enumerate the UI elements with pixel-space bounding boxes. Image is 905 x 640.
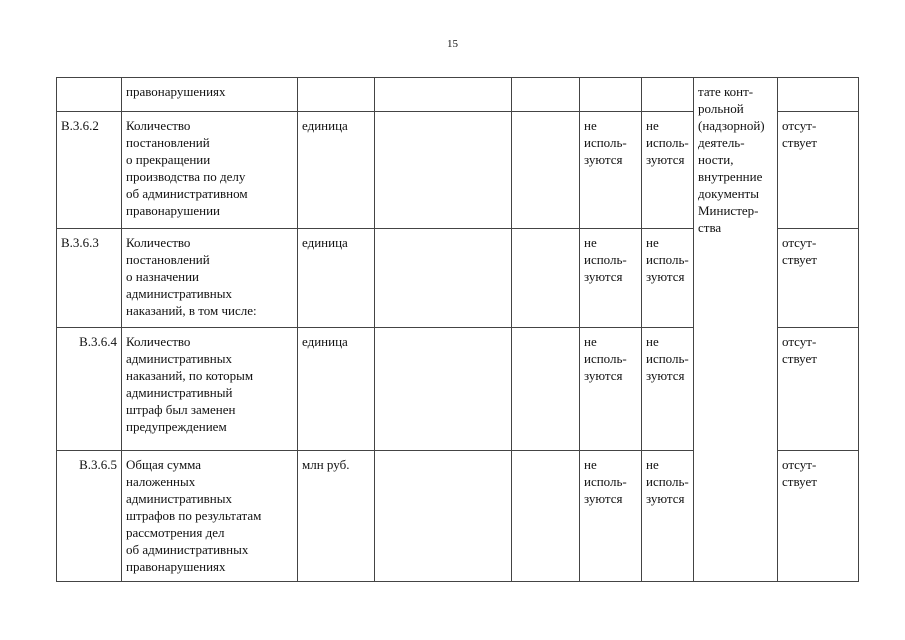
cell-col7: не исполь- зуются <box>642 451 694 582</box>
cell-col6: не исполь- зуются <box>580 328 642 451</box>
cell-col6 <box>580 78 642 112</box>
indicator-table <box>56 77 859 582</box>
cell-unit: млн руб. <box>298 451 375 582</box>
cell-col4 <box>375 328 512 451</box>
cell-col4 <box>375 112 512 229</box>
cell-code: В.3.6.2 <box>57 112 122 229</box>
cell-unit: единица <box>298 229 375 328</box>
cell-col7 <box>642 78 694 112</box>
cell-col6: не исполь- зуются <box>580 229 642 328</box>
cell-col5 <box>512 229 580 328</box>
cell-col5 <box>512 328 580 451</box>
cell-status <box>778 78 859 112</box>
cell-col4 <box>375 451 512 582</box>
cell-name: правонарушениях <box>122 78 298 112</box>
cell-status: отсут- ствует <box>778 328 859 451</box>
cell-col5 <box>512 78 580 112</box>
cell-col5 <box>512 451 580 582</box>
cell-name: Количество постановлений о прекращении производства по делу об административном правонарушении <box>122 112 298 229</box>
cell-code <box>57 78 122 112</box>
cell-status: отсут- ствует <box>778 229 859 328</box>
cell-status: отсут- ствует <box>778 112 859 229</box>
cell-col6: не исполь- зуются <box>580 112 642 229</box>
cell-code: В.3.6.3 <box>57 229 122 328</box>
cell-name: Общая сумма наложенных административных штрафов по результатам рассмотрения дел об административных правонарушениях <box>122 451 298 582</box>
cell-col4 <box>375 78 512 112</box>
cell-col5 <box>512 112 580 229</box>
cell-col6: не исполь- зуются <box>580 451 642 582</box>
cell-name: Количество постановлений о назначении административных наказаний, в том числе: <box>122 229 298 328</box>
cell-col4 <box>375 229 512 328</box>
page-number: 15 <box>447 38 458 50</box>
table-row-continued <box>57 78 859 112</box>
cell-unit <box>298 78 375 112</box>
cell-status: отсут- ствует <box>778 451 859 582</box>
cell-code: В.3.6.5 <box>57 451 122 582</box>
cell-unit: единица <box>298 328 375 451</box>
cell-name: Количество административных наказаний, по которым административный штраф был заменен предупреждением <box>122 328 298 451</box>
cell-unit: единица <box>298 112 375 229</box>
cell-data-source: тате конт- рольной (надзорной) деятель- ности, внутренние документы Министер- ства <box>694 78 778 582</box>
cell-code: В.3.6.4 <box>57 328 122 451</box>
cell-col7: не исполь- зуются <box>642 328 694 451</box>
cell-col7: не исполь- зуются <box>642 112 694 229</box>
cell-col7: не исполь- зуются <box>642 229 694 328</box>
